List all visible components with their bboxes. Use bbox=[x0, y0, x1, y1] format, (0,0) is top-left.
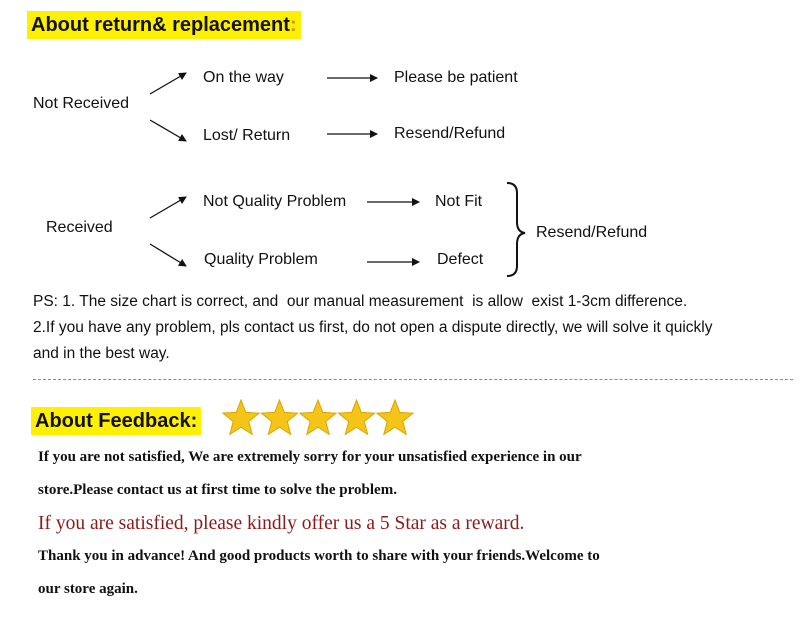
arrow-not-received-down bbox=[150, 120, 186, 141]
feedback-line-4: Thank you in advance! And good products worth to share with your friends.Welcome to bbox=[38, 548, 600, 564]
star-icon bbox=[338, 400, 374, 434]
lost-return-label: Lost/ Return bbox=[203, 127, 291, 144]
not-fit-label: Not Fit bbox=[435, 193, 483, 210]
section-divider bbox=[33, 379, 793, 380]
star-rating bbox=[222, 398, 422, 438]
on-the-way-label: On the way bbox=[203, 69, 284, 86]
star-icon bbox=[261, 400, 297, 434]
arrow-received-up bbox=[150, 197, 186, 218]
stars-graphic bbox=[222, 398, 422, 438]
ps-note-line-1: PS: 1. The size chart is correct, and our manual measurement is allow exist 1-3cm difference. bbox=[33, 293, 688, 310]
resend-refund-label-2: Resend/Refund bbox=[536, 224, 648, 241]
resend-refund-label-1: Resend/Refund bbox=[394, 125, 506, 142]
star-icon bbox=[223, 400, 259, 434]
not-received-label: Not Received bbox=[33, 95, 130, 112]
feedback-line-1: If you are not satisfied, We are extremely sorry for your unsatisfied experience in our bbox=[38, 449, 582, 465]
feedback-section-heading: About Feedback: bbox=[31, 407, 201, 435]
ps-note-line-3: and in the best way. bbox=[33, 345, 170, 362]
curly-brace bbox=[507, 183, 525, 276]
arrow-not-received-up bbox=[150, 73, 186, 94]
feedback-line-5: our store again. bbox=[38, 581, 138, 597]
feedback-line-3: If you are satisfied, please kindly offer us a 5 Star as a reward. bbox=[38, 513, 525, 534]
not-quality-problem-label: Not Quality Problem bbox=[203, 193, 347, 210]
please-be-patient-label: Please be patient bbox=[394, 69, 518, 86]
quality-problem-label: Quality Problem bbox=[204, 251, 318, 268]
star-icon bbox=[377, 400, 413, 434]
feedback-line-2: store.Please contact us at first time to solve the problem. bbox=[38, 482, 397, 498]
star-icon bbox=[300, 400, 336, 434]
ps-note-line-2: 2.If you have any problem, pls contact us first, do not open a dispute directly, we will solve it quickly bbox=[33, 319, 713, 336]
received-label: Received bbox=[46, 219, 113, 236]
return-heading-text: About return& replacement bbox=[31, 14, 290, 36]
return-heading-colon: : bbox=[289, 14, 297, 36]
defect-label: Defect bbox=[437, 251, 484, 268]
arrow-received-down bbox=[150, 244, 186, 266]
